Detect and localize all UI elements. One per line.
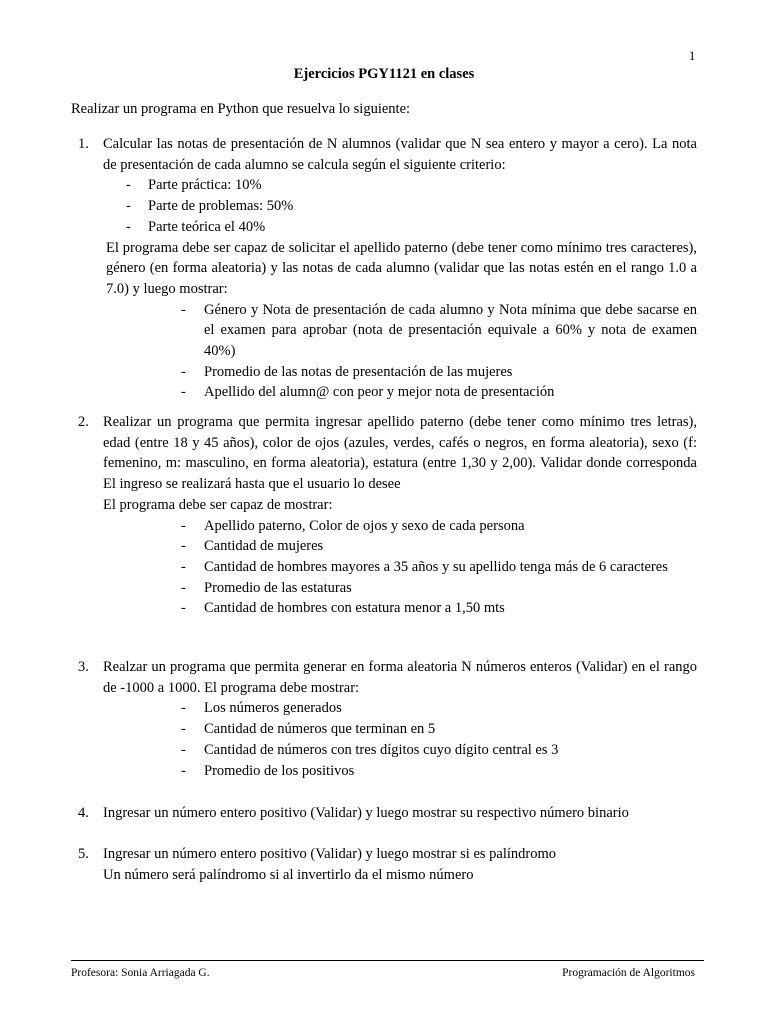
exercise-text: Calcular las notas de presentación de N alumnos (validar que N sea entero y mayor a cero). La nota de presentación de cada alumno se calcula según el siguiente criterio:: [103, 136, 697, 173]
footer-course: Programación de Algoritmos: [562, 967, 695, 979]
list-item: - Cantidad de números que terminan en 5: [181, 721, 436, 738]
list-item: - Promedio de las notas de presentación de las mujeres: [181, 363, 513, 380]
criteria-list: [103, 175, 697, 237]
list-item: - Parte práctica: 10%: [126, 177, 262, 194]
list-item: - Apellido del alumn@ con peor y mejor nota de presentación: [181, 384, 555, 401]
exercise-text-2: El programa debe ser capaz de mostrar:: [103, 496, 333, 513]
list-item: - Parte de problemas: 50%: [126, 198, 294, 215]
exercise-number: 4.: [78, 805, 89, 821]
exercise-text: Realizar un programa que permita ingresar apellido paterno (debe tener como mínimo tres letras), edad (entre 18 y 45 años), color de ojos (azules, verdes, cafés o negros, en forma aleatoria), sexo (f: femenino, m: masculino, en forma aleatoria), estatura (entre 1,30 y 2,00). Validar donde corresponda El ingreso se realizará hasta que el usuario lo desee: [103, 414, 697, 493]
exercise-5: [78, 844, 697, 885]
document-title: Ejercicios PGY1121 en clases: [293, 66, 475, 82]
exercise-text: Ingresar un número entero positivo (Validar) y luego mostrar su respectivo número binario: [103, 805, 629, 821]
list-item: - Cantidad de números con tres dígitos cuyo dígito central es 3: [181, 741, 559, 758]
exercise-number: 1.: [78, 136, 89, 152]
exercise-text-2: El programa debe ser capaz de solicitar el apellido paterno (debe tener como mínimo tres caracteres), género (en forma aleatoria) y las notas de cada alumno (validar que las notas estén en el rango 1.0 a 7.0) y luego mostrar:: [106, 239, 697, 297]
output-list: [103, 300, 697, 404]
list-item: - Parte teórica el 40%: [126, 218, 266, 235]
exercise-number: 3.: [78, 659, 89, 675]
list-item: - Promedio de las estaturas: [181, 579, 352, 596]
footer-divider: [71, 960, 704, 961]
exercise-text: Ingresar un número entero positivo (Validar) y luego mostrar si es palíndromo: [103, 846, 557, 862]
page-number: 1: [689, 49, 696, 63]
exercise-number: 5.: [78, 846, 89, 862]
exercise-1: [78, 134, 697, 403]
list-item: - Cantidad de hombres con estatura menor a 1,50 mts: [181, 600, 505, 617]
list-item: - Los números generados: [181, 700, 342, 717]
exercise-3: [78, 657, 697, 781]
list-item: - Género y Nota de presentación de cada alumno y Nota mínima que debe sacarse en el examen para aprobar (nota de presentación equivale a 60% y nota de examen 40%): [181, 301, 697, 360]
exercise-4: [78, 803, 697, 824]
output-list: [103, 698, 697, 781]
exercise-text-2: Un número será palíndromo si al invertirlo da el mismo número: [103, 866, 474, 883]
footer-author: Profesora: Sonia Arriagada G.: [71, 967, 210, 979]
list-item: - Cantidad de hombres mayores a 35 años y su apellido tenga más de 6 caracteres: [181, 558, 668, 575]
list-item: - Promedio de los positivos: [181, 762, 355, 779]
list-item: - Apellido paterno, Color de ojos y sexo de cada persona: [181, 517, 525, 534]
intro-text: Realizar un programa en Python que resuelva lo siguiente:: [71, 101, 411, 117]
exercise-number: 2.: [78, 414, 89, 430]
output-list: [103, 516, 697, 620]
list-item: - Cantidad de mujeres: [181, 538, 324, 555]
exercise-text: Realzar un programa que permita generar en forma aleatoria N números enteros (Validar) en el rango de -1000 a 1000. El programa debe mostrar:: [103, 659, 697, 696]
exercise-2: [78, 412, 697, 619]
